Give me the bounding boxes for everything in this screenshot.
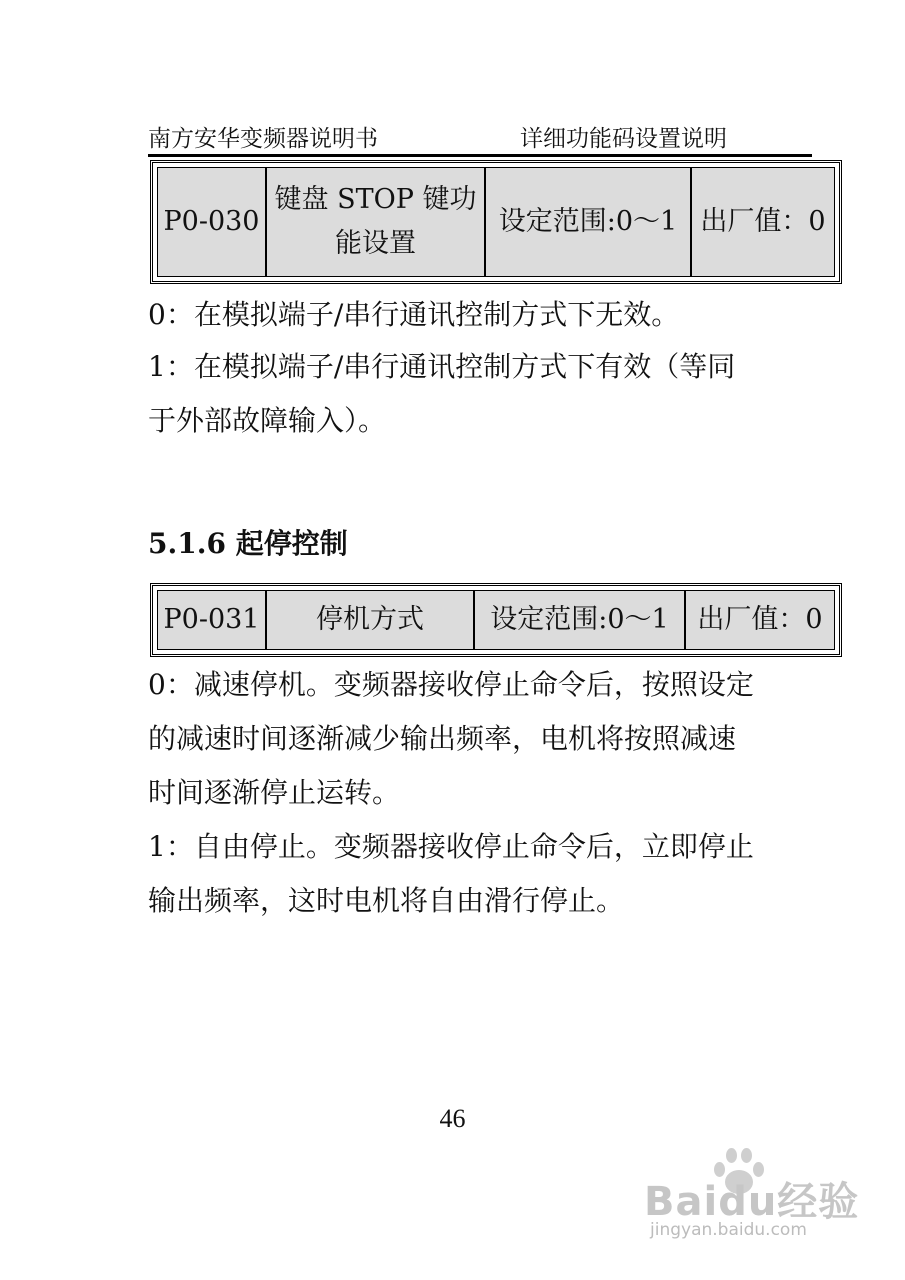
chapter-title: 详细功能码设置说明 [520,126,727,152]
p030-option-0: 0：在模拟端子/串行通讯控制方式下无效。 [148,298,680,331]
watermark-url: jingyan.baidu.com [650,1220,807,1240]
watermark-brand: Baidu经验 [644,1179,860,1225]
manual-title: 南方安华变频器说明书 [148,126,378,152]
section-heading: 5.1.6 起停控制 [148,527,348,560]
param-code [158,591,267,649]
header-rule [148,154,812,157]
param-name-line1: 键盘 STOP 键功 [274,184,477,215]
param-default-text: 出厂值：0 [697,604,823,635]
baidu-jingyan-watermark [640,1140,870,1240]
param-code-text: P0-030 [163,206,260,237]
p031-option-0-cont2: 时间逐渐停止运转。 [148,776,401,809]
param-name [267,168,486,276]
param-name-line2: 能设置 [335,228,416,259]
param-code-text: P0-031 [163,604,260,635]
param-name-text: 停机方式 [316,604,424,635]
p031-option-1-cont: 输出频率，这时电机将自由滑行停止。 [148,884,625,917]
param-range-text: 设定范围:0～1 [490,604,669,635]
param-default [692,168,834,276]
p030-option-1: 1：在模拟端子/串行通讯控制方式下有效（等同 [148,350,736,383]
param-default-text: 出厂值：0 [700,206,826,237]
param-code [158,168,267,276]
p031-option-1: 1：自由停止。变频器接收停止命令后，立即停止 [148,830,754,863]
p030-option-1-cont: 于外部故障输入）。 [148,404,387,437]
param-name [267,591,475,649]
p031-option-0: 0：减速停机。变频器接收停止命令后，按照设定 [148,668,754,701]
page-number: 46 [439,1104,466,1133]
param-range [475,591,686,649]
param-range-text: 设定范围:0～1 [498,206,678,237]
param-range [486,168,692,276]
param-table-p0-030 [150,160,842,284]
running-header [148,120,810,156]
param-table-p0-031 [150,583,842,657]
param-default [686,591,834,649]
p031-option-0-cont1: 的减速时间逐渐减少输出频率，电机将按照减速 [148,722,737,755]
